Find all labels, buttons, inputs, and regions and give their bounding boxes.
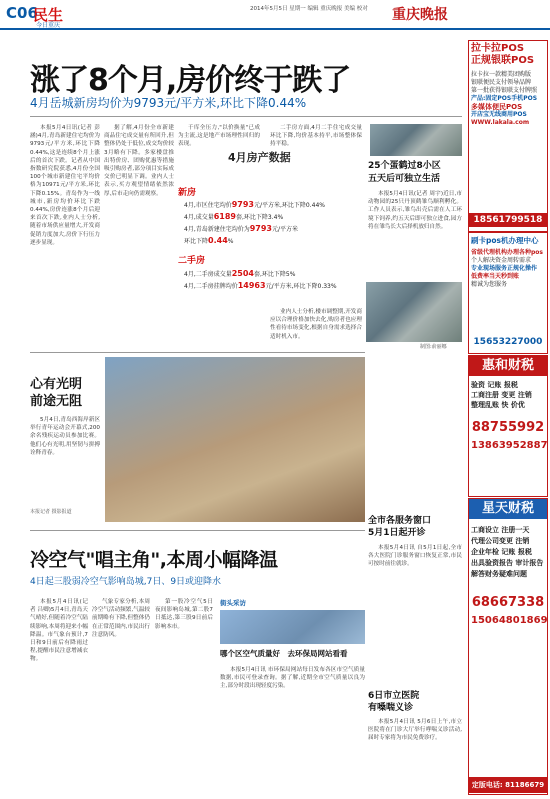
data-line: 4月,二手房挂牌均价14963元/平方米,环比下降0.33% xyxy=(184,281,337,290)
ad-lakala xyxy=(468,40,548,232)
divider xyxy=(30,530,365,531)
interview-title: 哪个区空气质量好 去环保局网站看看 xyxy=(220,649,348,658)
ad-xingtian-phone-1: 68667338 xyxy=(471,595,545,610)
side-story-credit: 本报记者 摄影报道 xyxy=(30,509,72,515)
lead-column-3a: 千库全压力,"以价换量"已成为主流,这是地产市场理性回归的表现。 xyxy=(178,125,260,148)
ad-pos-center xyxy=(468,232,548,354)
lead-column-1: 本报5月4日讯(记者 彭涵)4月,青岛新建住宅均价为9793元/平方米,环比下降0.44%,这是连续8个月上涨后的首次下跌。记者从中国指数研究院获悉,4月份全国100个城市新建住宅平均价格为10971元/平方米,环比下降0.15%。青岛作为一线城市,新房均价环比下跌0.44%,房价连涨8个月后迎来首次下跌,业内人士分析,随着市场供应量增大,开发商促销力度加大,房价下行压力逐步显现。 xyxy=(30,125,100,246)
hospital-story-title: 6日市立医院 有嗓喘义诊 xyxy=(368,691,420,713)
ad-xingtian-phone-2: 15064801869 xyxy=(471,615,548,626)
ad-line: 代理公司变更 注销 xyxy=(471,537,530,545)
used-house-label: 二手房 xyxy=(178,256,206,266)
clinic-story-title: 全市各服务窗口 5月1日起开诊 xyxy=(368,516,432,538)
lead-column-4: 业内人士分析,楼市调整期,开发商应以合理价格加快去化,购房者也应理性看待市场变化,根据自身需求选择合适时机入市。 xyxy=(270,309,362,340)
data-line: 4月,市区住宅均价9793元/平方米,环比下降0.44% xyxy=(184,200,325,209)
weather-column-1: 本报5月4日讯(记者 吕卿)5月4日,青岛天气晴好,但随着冷空气陆续影响,本周将迎来小幅降温。市气象台预计,7日和9日前后有降雨过程,提醒市民注意增减衣物。 xyxy=(30,599,88,663)
data-box-title: 4月房产数据 xyxy=(228,151,291,164)
new-house-lines xyxy=(184,199,364,247)
runners-photo xyxy=(105,357,365,522)
hospital-story-text: 本报5月4日讯 5月6日上午,市立医院将在门诊大厅举行哮喘义诊活动,届时专家将为市民免费诊疗。 xyxy=(368,719,462,742)
weather-headline: 冷空气"唱主角",本周小幅降温 xyxy=(30,549,278,571)
ad-line: 低费率当天秒到账 xyxy=(471,273,520,280)
divider xyxy=(30,116,462,117)
ad-line: 工商注册 变更 注销 xyxy=(471,391,532,399)
ad-line: 多媒体便民POS xyxy=(471,103,523,111)
clinic-story-text: 本报5月4日讯 自5月1日起,全市各大医院门诊服务窗口恢复正常,市民可按时前往就诊。 xyxy=(368,545,462,568)
ad-pos-lines xyxy=(471,249,545,289)
data-line: 4月,青岛新建住宅均价为9793元/平方米 xyxy=(184,224,299,233)
interview-photo xyxy=(220,610,365,644)
ad-xingtian-lines xyxy=(471,525,545,580)
interview-tag: 街头采访 xyxy=(220,599,246,607)
masthead: 重庆晚报 xyxy=(392,7,448,23)
weather-column-2: 气象专家分析,本周冷空气活动频繁,气温较前期略有下降,但整体仍在正常范围内,市民出行注意防风。 xyxy=(92,599,150,638)
ad-huihe xyxy=(468,355,548,497)
crane-story-text: 本报5月4日讯(记者 周宇)近日,市动物园的25只丹顶鹤雏鸟顺利孵化。工作人员表示,雏鸟出壳后需在人工环境下饲养,约五天后即可独立进食,园方将在雏鸟长大后择机放归自然。 xyxy=(368,191,462,230)
section-name: 民生 xyxy=(33,6,64,24)
ad-xingtian xyxy=(468,498,548,795)
ad-lakala-phone: 18561799518 xyxy=(469,213,547,227)
ad-line: 拉卡拉一款精美团购版 xyxy=(471,71,532,78)
new-house-label: 新房 xyxy=(178,188,197,198)
lead-column-2: 据了解,4月份全市新建商品住宅成交量有所回升,但整体仍处于低位,成交均价较3月略有下降。多家楼盘推出特价房、团购优惠等措施吸引购房者,部分项目实际成交价已明显下调。业内人士表示,买方观望情绪依然浓厚,后市走向仍需观察。 xyxy=(104,125,174,197)
ad-lakala-title: 拉卡拉POS 正规银联POS xyxy=(471,43,535,66)
photo-caption: 制图:俞丽娜 xyxy=(420,344,447,350)
ad-line: 工商设立 注册一天 xyxy=(471,526,530,534)
ad-lakala-lines xyxy=(471,71,545,127)
ad-line: 出具验资报告 审计报告 xyxy=(471,559,544,567)
ad-line: 银联便民支付领导品牌 xyxy=(471,79,532,86)
ad-pos-phone: 15653227000 xyxy=(473,337,543,347)
ad-huihe-lines xyxy=(471,380,545,410)
lead-subhead: 4月岳城新房均价为9793元/平方米,环比下降0.44% xyxy=(30,96,307,110)
ad-line: 专业现场服务正规化操作 xyxy=(471,265,538,272)
data-line: 环比下降0.44% xyxy=(184,236,234,245)
data-line: 4月,二手房成交量2504套,环比下降5% xyxy=(184,269,296,278)
weather-column-3: 第一股冷空气5日夜间影响岛城,第二股7日抵达,第三股9日前后影响本市。 xyxy=(155,599,213,630)
ad-line: 省级代理机构办理各种pos xyxy=(471,249,543,256)
ad-xingtian-title: 星天财税 xyxy=(469,499,547,519)
ad-huihe-title: 惠和财税 xyxy=(469,356,547,376)
page-header xyxy=(0,0,550,30)
ad-footer: 定版电话: 81186679 xyxy=(469,777,547,793)
ad-line: 个人解决资金周转需求 xyxy=(471,257,532,264)
ad-line: WWW.lakala.com xyxy=(471,119,530,126)
ad-line: 验资 记账 报税 xyxy=(471,381,518,389)
sub-section: 今日重庆 xyxy=(36,22,61,29)
ad-line: 开店宝无线商用POS xyxy=(471,111,527,118)
ad-line: 整理乱账 快 价优 xyxy=(471,401,525,409)
ad-huihe-phone-1: 88755992 xyxy=(471,420,545,435)
ad-line: 解答财务疑难问题 xyxy=(471,570,527,578)
side-story-text: 5月4日,青岛西海岸新区举行青年运动会开幕式,200余名残疾运动员参加比赛。他们心有光明,用坚韧与拼搏诠释青春。 xyxy=(30,417,100,456)
crane-story-title: 25个蛋鹤过8小区 五天后可独立生活 xyxy=(368,161,441,184)
data-box xyxy=(178,145,363,285)
header-meta: 2014年5月5日 星期一 编辑 重庆晚报 美编 校对 xyxy=(250,6,368,12)
ad-line: 产品:固定POS手机POS xyxy=(471,95,538,102)
ad-line: 企业年检 记账 报税 xyxy=(471,548,532,556)
weather-subhead: 4日起三股弱冷空气影响岛城,7日、9日或迎降水 xyxy=(30,577,222,587)
side-story-title: 心有光明 前途无阻 xyxy=(30,377,83,409)
ad-pos-title: 刷卡pos机办理中心 xyxy=(471,236,539,245)
ad-huihe-phone-2: 13863952887 xyxy=(471,440,548,451)
lead-column-3b: 二手房方面,4月二手住宅成交量环比下降,均价基本持平,市场整体保持平稳。 xyxy=(270,125,362,148)
page-number: C06 xyxy=(6,4,38,22)
interview-text: 本报5月4日讯 市环保局网站每日发布各区市空气质量数据,市民可登录查询。据了解,近期全市空气质量以良为主,部分时段出现轻度污染。 xyxy=(220,667,365,690)
ad-line: 第一批获得银联支付牌照 xyxy=(471,87,538,94)
ad-line: 精诚为您服务 xyxy=(471,281,508,288)
divider xyxy=(30,352,365,353)
lead-headline: 涨了8个月,房价终于跌了 xyxy=(30,63,351,98)
data-line: 4月,成交量6189套,环比下降3.4% xyxy=(184,212,284,221)
crane-photo xyxy=(370,124,462,156)
used-house-lines xyxy=(184,268,364,292)
